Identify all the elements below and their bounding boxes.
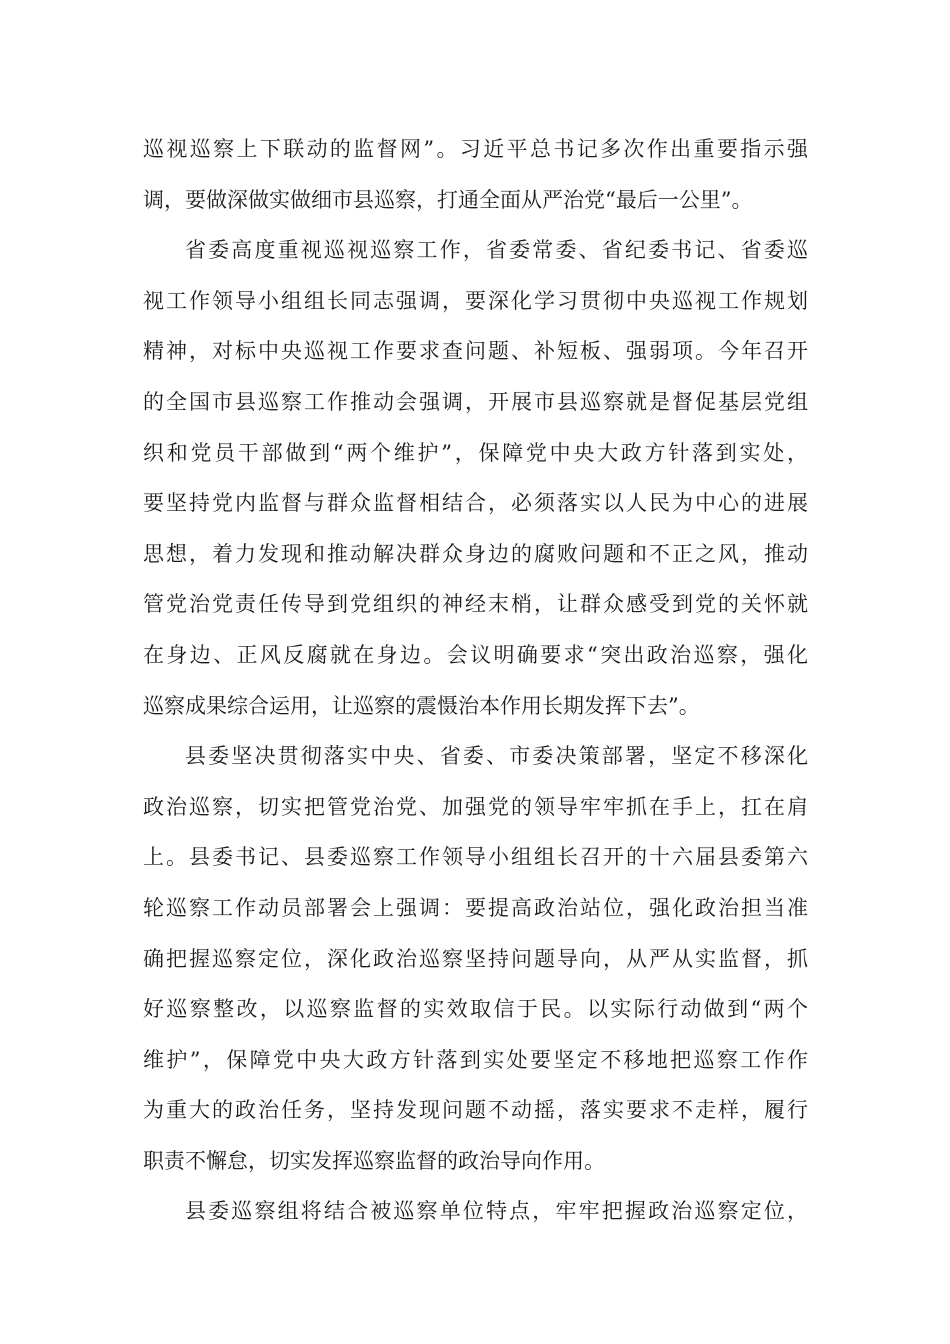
text-line: 调，要做深做实做细市县巡察，打通全面从严治党“最后一公里”。 xyxy=(143,187,753,212)
text-line: 在身边、正风反腐就在身边。会议明确要求“突出政治巡察，强化 xyxy=(143,642,808,667)
text-line: 巡察成果综合运用，让巡察的震慑治本作用长期发挥下去”。 xyxy=(143,693,700,718)
text-line: 确把握巡察定位，深化政治巡察坚持问题导向，从严从实监督，抓 xyxy=(143,946,808,971)
text-line: 县委巡察组将结合被巡察单位特点，牢牢把握政治巡察定位， xyxy=(185,1199,808,1224)
text-line: 好巡察整改，以巡察监督的实效取信于民。以实际行动做到“两个 xyxy=(143,997,808,1022)
text-line: 维护”，保障党中央大政方针落到实处要坚定不移地把巡察工作作 xyxy=(143,1047,808,1072)
text-line: 政治巡察，切实把管党治党、加强党的领导牢牢抓在手上，扛在肩 xyxy=(143,794,808,819)
text-line: 精神，对标中央巡视工作要求查问题、补短板、强弱项。今年召开 xyxy=(143,339,808,364)
text-line: 县委坚决贯彻落实中央、省委、市委决策部署，坚定不移深化 xyxy=(185,744,808,769)
text-line: 职责不懈怠，切实发挥巡察监督的政治导向作用。 xyxy=(143,1148,605,1173)
text-line: 思想，着力发现和推动解决群众身边的腐败问题和不正之风，推动 xyxy=(143,541,808,566)
text-line: 管党治党责任传导到党组织的神经末梢，让群众感受到党的关怀就 xyxy=(143,592,808,617)
text-line: 巡视巡察上下联动的监督网”。习近平总书记多次作出重要指示强 xyxy=(143,137,808,161)
text-line: 省委高度重视巡视巡察工作，省委常委、省纪委书记、省委巡 xyxy=(185,238,808,263)
text-line: 的全国市县巡察工作推动会强调，开展市县巡察就是督促基层党组 xyxy=(143,389,808,414)
text-line: 要坚持党内监督与群众监督相结合，必须落实以人民为中心的进展 xyxy=(143,491,808,516)
text-line: 上。县委书记、县委巡察工作领导小组组长召开的十六届县委第六 xyxy=(143,845,808,870)
text-line: 视工作领导小组组长同志强调，要深化学习贯彻中央巡视工作规划 xyxy=(143,288,808,313)
text-line: 为重大的政治任务，坚持发现问题不动摇，落实要求不走样，履行 xyxy=(143,1098,808,1123)
text-line: 轮巡察工作动员部署会上强调：要提高政治站位，强化政治担当准 xyxy=(143,895,808,920)
text-line: 织和党员干部做到“两个维护”，保障党中央大政方针落到实处， xyxy=(143,440,808,465)
body-text xyxy=(143,124,808,1237)
